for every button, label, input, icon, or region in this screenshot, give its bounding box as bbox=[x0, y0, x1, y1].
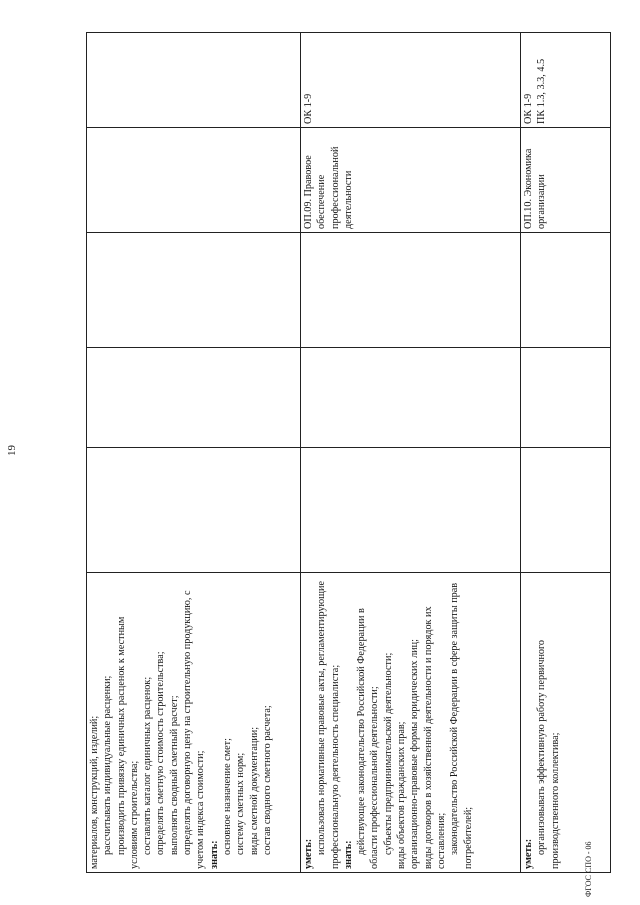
knowledge-line: производить привязку единичных расценок к местным условиям строительства; bbox=[115, 616, 140, 869]
knowledge-line: систему сметных норм; bbox=[235, 752, 247, 855]
table-row bbox=[87, 33, 301, 873]
page-number: 19 bbox=[6, 445, 18, 456]
discipline-cell: ОП.09. Правовое обеспечение профессиональной деятельности bbox=[301, 128, 521, 233]
hours-cell bbox=[301, 448, 521, 573]
knowledge-line: организовывать эффективную работу первичного производственного коллектива; bbox=[536, 639, 561, 869]
knowledge-line: составлять каталог единичных расценок; bbox=[142, 676, 154, 855]
blank-cell bbox=[87, 233, 301, 348]
knowledge-line: состав сводного сметного расчета; bbox=[261, 705, 273, 855]
knowledge-line: знать: bbox=[208, 840, 220, 869]
rotated-page bbox=[6, 18, 604, 897]
hours2-cell bbox=[521, 348, 611, 448]
table-row bbox=[301, 33, 521, 873]
discipline-cell bbox=[87, 128, 301, 233]
discipline-cell: ОП.10. Экономика организации bbox=[521, 128, 611, 233]
knowledge-line: субъекты предпринимательской деятельности; bbox=[382, 652, 394, 855]
knowledge-line: организационно-правовые формы юридических лиц; bbox=[409, 639, 421, 869]
knowledge-line: основное назначение смет; bbox=[221, 738, 233, 855]
competences-cell: ОК 1-9 bbox=[301, 33, 521, 128]
knowledge-line: определять договорную цену на строительную продукцию, с учетом индекса стоимости; bbox=[182, 590, 207, 869]
knowledge-line: определять сметную стоимость строительства; bbox=[155, 651, 167, 855]
knowledge-cell bbox=[87, 573, 301, 873]
knowledge-line: законодательство Российской Федерации в сфере защиты прав потребителей; bbox=[449, 582, 474, 869]
footer-label: ФГОС СПО - 06 bbox=[584, 841, 593, 897]
table-row bbox=[521, 33, 611, 873]
knowledge-line: действующее законодательство Российской Федерации в области профессиональной деятельности; bbox=[356, 608, 381, 869]
knowledge-line: выполнять сводный сметный расчет; bbox=[168, 695, 180, 855]
blank-cell bbox=[301, 233, 521, 348]
competences-cell bbox=[87, 33, 301, 128]
knowledge-line: рассчитывать индивидуальные расценки; bbox=[102, 675, 114, 855]
knowledge-line: уметь: bbox=[303, 838, 314, 869]
blank-cell bbox=[521, 233, 611, 348]
competence-table bbox=[86, 32, 611, 873]
hours-cell bbox=[521, 448, 611, 573]
knowledge-cell bbox=[301, 573, 521, 873]
hours2-cell bbox=[87, 348, 301, 448]
knowledge-line: уметь: bbox=[523, 838, 534, 869]
knowledge-line: использовать нормативные правовые акты, регламентирующие профессиональную деятельность специалиста; bbox=[316, 581, 341, 869]
knowledge-line: виды договоров в хозяйственной деятельности и порядок их составления; bbox=[422, 606, 447, 869]
hours-cell bbox=[87, 448, 301, 573]
knowledge-line: знать: bbox=[342, 840, 354, 869]
knowledge-cell bbox=[521, 573, 611, 873]
knowledge-line: виды сметной документации; bbox=[248, 726, 260, 855]
knowledge-line: материалов, конструкций, изделий; bbox=[89, 715, 100, 869]
competences-cell: ОК 1-9 ПК 1.3, 3.3, 4.5 bbox=[521, 33, 611, 128]
knowledge-line: виды объектов гражданских прав; bbox=[396, 721, 408, 869]
hours2-cell bbox=[301, 348, 521, 448]
